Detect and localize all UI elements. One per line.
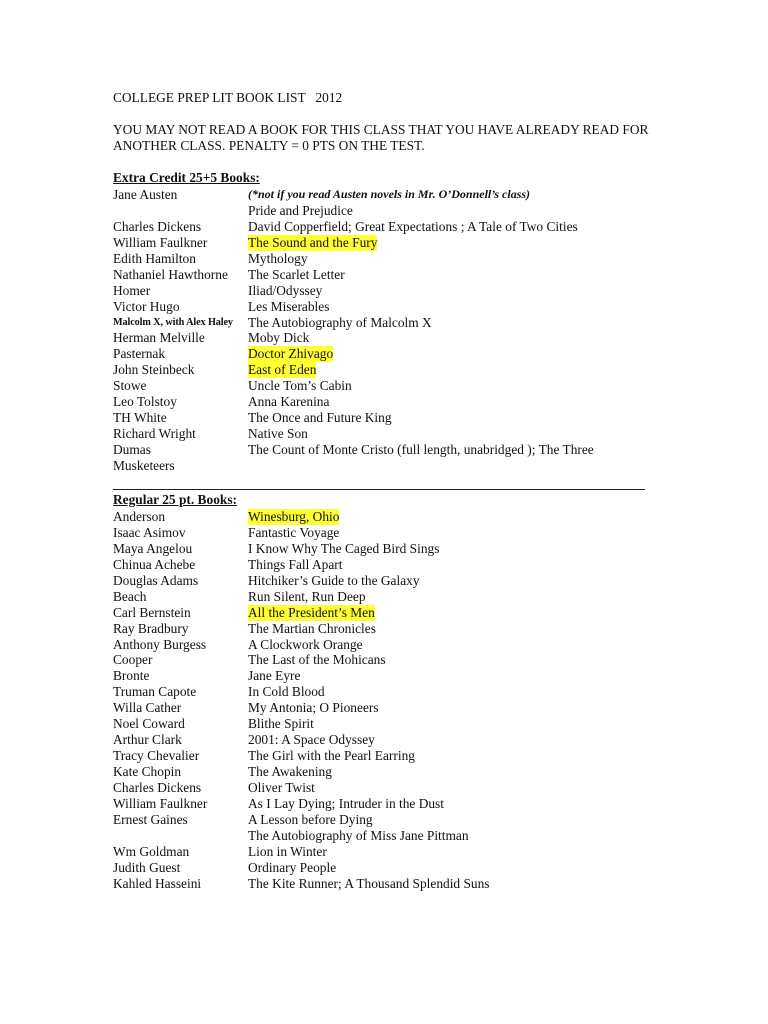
book-row bbox=[113, 652, 673, 668]
book-row bbox=[113, 235, 673, 251]
author-name: Kate Chopin bbox=[113, 764, 182, 779]
author-name: Bronte bbox=[113, 668, 150, 684]
author-name: Judith Guest bbox=[113, 859, 181, 875]
author-name: Arthur Clark bbox=[113, 732, 182, 748]
book-row bbox=[113, 219, 673, 235]
book-row bbox=[113, 812, 673, 828]
book-row bbox=[113, 860, 673, 876]
author-name: Charles Dickens bbox=[113, 218, 202, 234]
book-title: I Know Why The Caged Bird Sings bbox=[248, 540, 440, 556]
book-row bbox=[113, 700, 673, 716]
book-row bbox=[113, 796, 673, 812]
book-row bbox=[113, 828, 673, 844]
author-name: Dumas bbox=[113, 442, 151, 457]
book-row bbox=[113, 442, 673, 458]
book-row bbox=[113, 780, 673, 796]
book-row bbox=[113, 362, 673, 378]
author-name: Stowe bbox=[113, 378, 147, 394]
book-title: The Girl with the Pearl Earring bbox=[248, 748, 415, 764]
author-name: Tracy Chevalier bbox=[113, 748, 200, 764]
book-title: Les Miserables bbox=[248, 298, 330, 314]
author-name: William Faulkner bbox=[113, 234, 208, 250]
book-row bbox=[113, 251, 673, 267]
book-title: East of Eden bbox=[248, 362, 317, 378]
book-title: Things Fall Apart bbox=[248, 556, 343, 572]
book-row bbox=[113, 844, 673, 860]
book-title: Winesburg, Ohio bbox=[248, 509, 340, 524]
book-title: The Autobiography of Malcolm X bbox=[248, 314, 432, 330]
book-row bbox=[113, 394, 673, 410]
book-row bbox=[113, 605, 673, 621]
author-name: Maya Angelou bbox=[113, 540, 193, 556]
author-name: Beach bbox=[113, 588, 147, 604]
book-title: A Clockwork Orange bbox=[248, 636, 363, 652]
author-name: Malcolm X, with Alex Haley bbox=[113, 316, 233, 328]
author-name: Noel Coward bbox=[113, 716, 185, 732]
extra-credit-list bbox=[113, 187, 673, 474]
book-row bbox=[113, 732, 673, 748]
book-title: The Last of the Mohicans bbox=[248, 652, 386, 668]
book-title: Ordinary People bbox=[248, 859, 337, 875]
book-title: Iliad/Odyssey bbox=[248, 282, 323, 298]
author-name: Carl Bernstein bbox=[113, 604, 191, 620]
book-title: Run Silent, Run Deep bbox=[248, 588, 366, 604]
book-title: The Count of Monte Cristo (full length, unabridged ); The Three bbox=[248, 442, 594, 457]
book-row bbox=[113, 203, 673, 219]
book-title: 2001: A Space Odyssey bbox=[248, 732, 375, 748]
author-name: Charles Dickens bbox=[113, 779, 202, 795]
book-title: The Autobiography of Miss Jane Pittman bbox=[248, 827, 469, 843]
book-title: The Scarlet Letter bbox=[248, 266, 345, 282]
author-name: Edith Hamilton bbox=[113, 250, 196, 266]
book-title: Lion in Winter bbox=[248, 843, 327, 859]
book-row bbox=[113, 621, 673, 637]
author-name: Anderson bbox=[113, 509, 166, 524]
author-name: Kahled Hasseini bbox=[113, 875, 202, 891]
book-title: Jane Eyre bbox=[248, 668, 301, 684]
book-title: The Awakening bbox=[248, 764, 332, 779]
author-name: Ray Bradbury bbox=[113, 620, 189, 636]
regular-heading: Regular 25 pt. Books: bbox=[113, 492, 238, 507]
book-title: David Copperfield; Great Expectations ; A Tale of Two Cities bbox=[248, 218, 578, 234]
book-title: Hitchiker’s Guide to the Galaxy bbox=[248, 572, 420, 588]
book-row bbox=[113, 330, 673, 346]
book-row bbox=[113, 267, 673, 283]
book-row bbox=[113, 426, 673, 442]
book-row bbox=[113, 410, 673, 426]
author-name: TH White bbox=[113, 410, 167, 426]
author-name: William Faulkner bbox=[113, 795, 208, 811]
book-title: The Once and Future King bbox=[248, 410, 392, 426]
author-name: Wm Goldman bbox=[113, 843, 190, 859]
author-name: Herman Melville bbox=[113, 330, 205, 346]
book-title: Anna Karenina bbox=[248, 394, 330, 410]
book-row bbox=[113, 378, 673, 394]
book-row bbox=[113, 589, 673, 605]
book-row bbox=[113, 525, 673, 541]
author-name: Anthony Burgess bbox=[113, 636, 207, 652]
book-title: Native Son bbox=[248, 426, 308, 442]
book-row bbox=[113, 876, 673, 892]
book-title: Mythology bbox=[248, 250, 308, 266]
book-row bbox=[113, 637, 673, 653]
author-name: Cooper bbox=[113, 652, 153, 668]
author-name: Pasternak bbox=[113, 346, 166, 362]
austen-note: (*not if you read Austen novels in Mr. O’Donnell’s class) bbox=[248, 187, 531, 201]
book-row bbox=[113, 716, 673, 732]
author-name: Victor Hugo bbox=[113, 298, 180, 314]
book-row bbox=[113, 283, 673, 299]
book-title: A Lesson before Dying bbox=[248, 811, 373, 827]
book-row bbox=[113, 346, 673, 362]
book-title: Blithe Spirit bbox=[248, 716, 314, 732]
author-name: Nathaniel Hawthorne bbox=[113, 266, 228, 282]
warning-text: YOU MAY NOT READ A BOOK FOR THIS CLASS THAT YOU HAVE ALREADY READ FOR ANOTHER CLASS. PENALTY = 0 PTS ON THE TEST. bbox=[113, 122, 649, 153]
author-name: Isaac Asimov bbox=[113, 524, 186, 540]
book-title: Doctor Zhivago bbox=[248, 346, 334, 362]
regular-list bbox=[113, 509, 673, 892]
book-row bbox=[113, 187, 673, 203]
book-row bbox=[113, 573, 673, 589]
document-title: COLLEGE PREP LIT BOOK LIST 2012 bbox=[113, 90, 343, 105]
author-name: Leo Tolstoy bbox=[113, 394, 177, 410]
book-row bbox=[113, 764, 673, 780]
author-name: Richard Wright bbox=[113, 426, 196, 442]
author-name: Ernest Gaines bbox=[113, 811, 188, 827]
book-title: Moby Dick bbox=[248, 330, 310, 346]
book-row bbox=[113, 299, 673, 315]
author-name: Truman Capote bbox=[113, 684, 197, 700]
book-title: In Cold Blood bbox=[248, 684, 325, 700]
book-title: As I Lay Dying; Intruder in the Dust bbox=[248, 795, 444, 811]
book-row bbox=[113, 668, 673, 684]
book-title: Fantastic Voyage bbox=[248, 524, 340, 540]
book-title: The Martian Chronicles bbox=[248, 620, 376, 636]
book-row bbox=[113, 684, 673, 700]
author-name: Douglas Adams bbox=[113, 572, 199, 588]
book-row bbox=[113, 315, 673, 331]
author-name: Willa Cather bbox=[113, 700, 182, 716]
author-name: Musketeers bbox=[113, 457, 175, 473]
section-divider bbox=[113, 489, 645, 490]
book-row bbox=[113, 509, 673, 525]
book-title: Oliver Twist bbox=[248, 779, 315, 795]
book-row bbox=[113, 541, 673, 557]
book-title: The Kite Runner; A Thousand Splendid Suns bbox=[248, 875, 490, 891]
book-row bbox=[113, 458, 673, 474]
author-name: Homer bbox=[113, 282, 151, 298]
extra-credit-heading: Extra Credit 25+5 Books: bbox=[113, 170, 260, 185]
author-name: John Steinbeck bbox=[113, 362, 195, 378]
book-row bbox=[113, 557, 673, 573]
author-name: Jane Austen bbox=[113, 187, 178, 202]
book-title: Uncle Tom’s Cabin bbox=[248, 378, 352, 394]
book-title: All the President’s Men bbox=[248, 604, 375, 620]
book-title: My Antonia; O Pioneers bbox=[248, 700, 379, 716]
book-row bbox=[113, 748, 673, 764]
author-name: Chinua Achebe bbox=[113, 556, 196, 572]
book-title: The Sound and the Fury bbox=[248, 234, 378, 250]
book-title: Pride and Prejudice bbox=[248, 202, 353, 218]
